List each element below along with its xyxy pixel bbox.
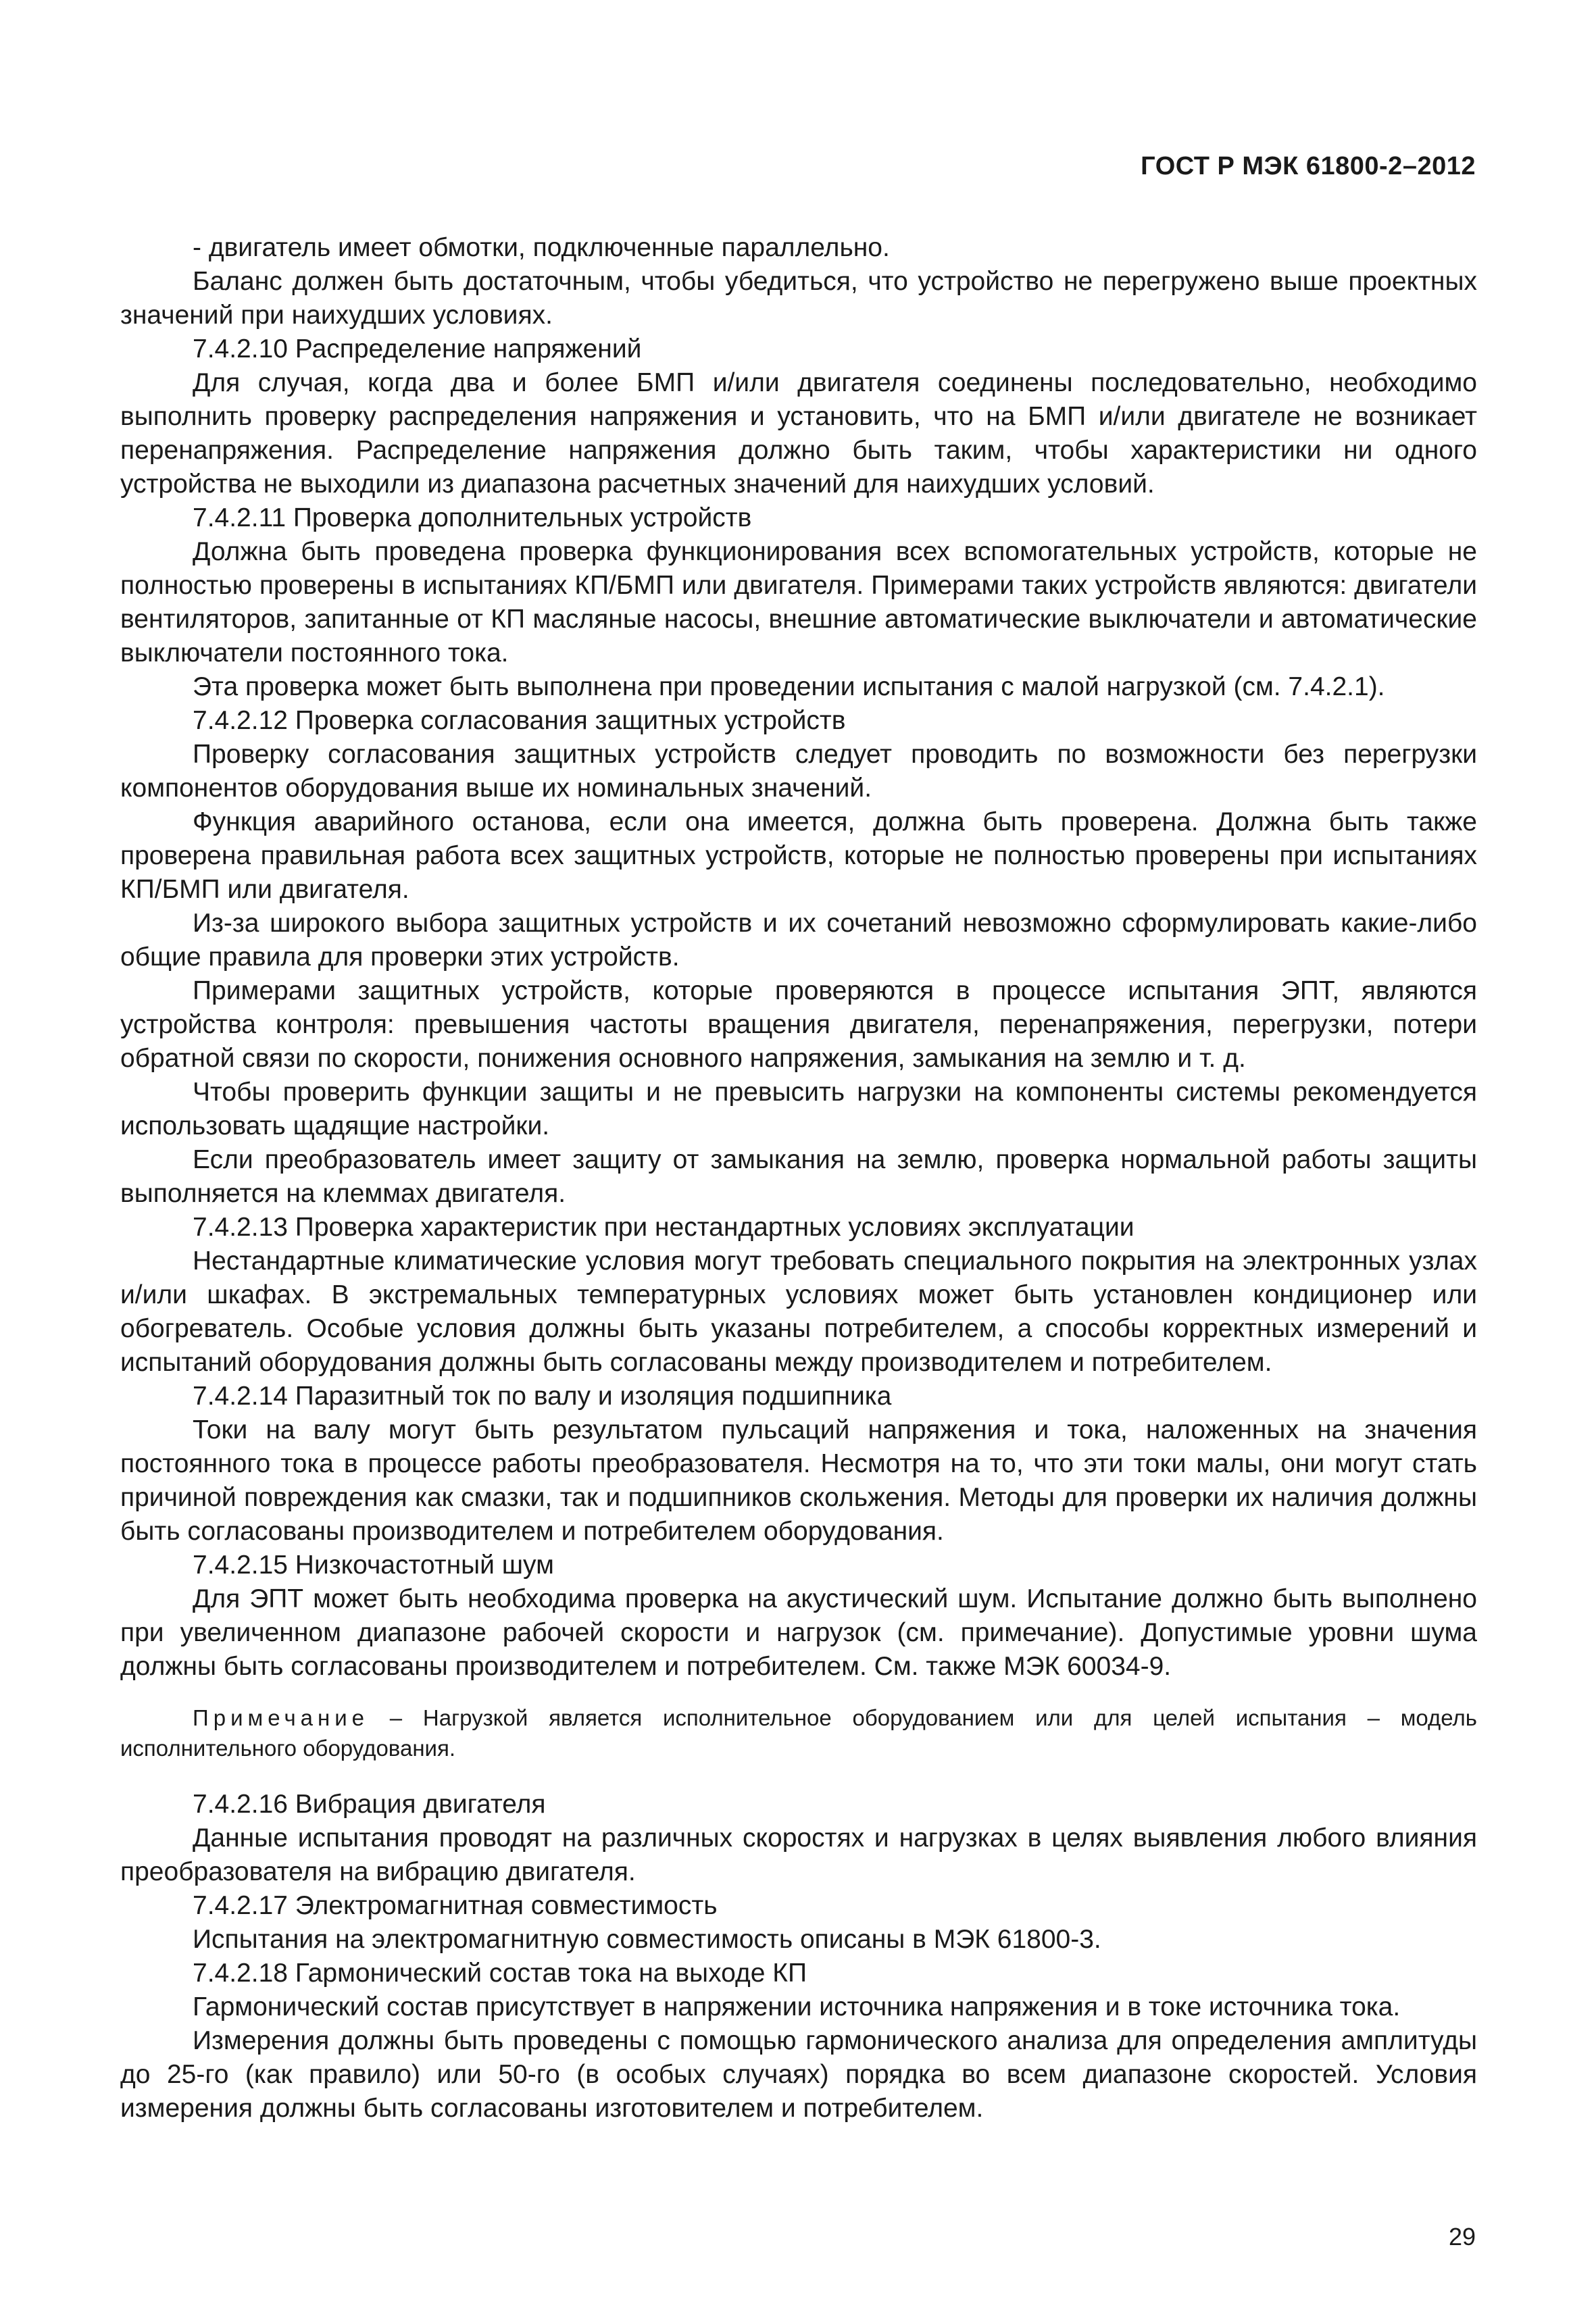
note-label: Примечание: [193, 1705, 370, 1730]
section-heading: 7.4.2.14 Паразитный ток по валу и изоляция подшипника: [193, 1382, 892, 1411]
paragraph: Испытания на электромагнитную совместимость описаны в МЭК 61800-3.: [193, 1925, 1101, 1954]
paragraph: Чтобы проверить функции защиты и не превысить нагрузки на компоненты системы рекомендуется использовать щадящие настройки.: [120, 1078, 1477, 1140]
paragraph: Для ЭПТ может быть необходима проверка на акустический шум. Испытание должно быть выполнено при увеличенном диапазоне рабочей скорости и нагрузок (см. примечание). Допустимые уровни шума должны быть согласованы производителем и потребителем. См. также МЭК 60034-9.: [120, 1584, 1477, 1681]
section-heading: 7.4.2.16 Вибрация двигателя: [193, 1790, 546, 1819]
note: [120, 1703, 1477, 1763]
document-standard-header: ГОСТ Р МЭК 61800-2–2012: [1141, 152, 1476, 180]
paragraph: Гармонический состав присутствует в напряжении источника напряжения и в токе источника тока.: [193, 1992, 1401, 2021]
section-heading: 7.4.2.15 Низкочастотный шум: [193, 1551, 554, 1580]
paragraph: Нестандартные климатические условия могут требовать специального покрытия на электронных узлах и/или шкафах. В экстремальных температурных условиях может быть установлен кондиционер или обогреватель. Особые условия должны быть указаны потребителем, а способы корректных измерений и испытаний оборудования должны быть согласованы между производителем и потребителем.: [120, 1247, 1477, 1377]
paragraph: Данные испытания проводят на различных скоростях и нагрузках в целях выявления любого влияния преобразователя на вибрацию двигателя.: [120, 1823, 1477, 1886]
paragraph: Примерами защитных устройств, которые проверяются в процессе испытания ЭПТ, являются устройства контроля: превышения частоты вращения двигателя, перенапряжения, перегрузки, потери обратной связи по скорости, понижения основного напряжения, замыкания на землю и т. д.: [120, 976, 1477, 1073]
note-text: – Нагрузкой является исполнительное оборудованием или для целей испытания – модель исполнительного оборудования.: [120, 1705, 1477, 1761]
section-heading: 7.4.2.18 Гармонический состав тока на выходе КП: [193, 1959, 807, 1988]
section-heading: 7.4.2.10 Распределение напряжений: [193, 334, 642, 363]
page-body: [120, 231, 1477, 2126]
paragraph: Проверку согласования защитных устройств следует проводить по возможности без перегрузки компонентов оборудования выше их номинальных значений.: [120, 740, 1477, 803]
section-heading: 7.4.2.13 Проверка характеристик при нестандартных условиях эксплуатации: [193, 1213, 1134, 1242]
paragraph: Баланс должен быть достаточным, чтобы убедиться, что устройство не перегружено выше проектных значений при наихудших условиях.: [120, 267, 1477, 330]
paragraph: - двигатель имеет обмотки, подключенные параллельно.: [193, 233, 890, 262]
paragraph: Из-за широкого выбора защитных устройств и их сочетаний невозможно сформулировать какие-либо общие правила для проверки этих устройств.: [120, 909, 1477, 972]
paragraph: Функция аварийного останова, если она имеется, должна быть проверена. Должна быть также проверена правильная работа всех защитных устройств, которые не полностью проверены при испытаниях КП/БМП или двигателя.: [120, 807, 1477, 904]
paragraph: Измерения должны быть проведены с помощью гармонического анализа для определения амплитуды до 25-го (как правило) или 50-го (в особых случаях) порядка во всем диапазоне скоростей. Условия измерения должны быть согласованы изготовителем и потребителем.: [120, 2026, 1477, 2123]
paragraph: Токи на валу могут быть результатом пульсаций напряжения и тока, наложенных на значения постоянного тока в процессе работы преобразователя. Несмотря на то, что эти токи малы, они могут стать причиной повреждения как смазки, так и подшипников скольжения. Методы для проверки их наличия должны быть согласованы производителем и потребителем оборудования.: [120, 1415, 1477, 1546]
page-number: 29: [1448, 2223, 1476, 2250]
section-heading: 7.4.2.12 Проверка согласования защитных устройств: [193, 706, 846, 735]
section-heading: 7.4.2.17 Электромагнитная совместимость: [193, 1891, 718, 1920]
paragraph: Если преобразователь имеет защиту от замыкания на землю, проверка нормальной работы защиты выполняется на клеммах двигателя.: [120, 1145, 1477, 1208]
paragraph: Эта проверка может быть выполнена при проведении испытания с малой нагрузкой (см. 7.4.2.1).: [193, 672, 1385, 701]
paragraph: Должна быть проведена проверка функционирования всех вспомогательных устройств, которые не полностью проверены в испытаниях КП/БМП или двигателя. Примерами таких устройств являются: двигатели вентиляторов, запитанные от КП масляные насосы, внешние автоматические выключатели и автоматические выключатели постоянного тока.: [120, 537, 1477, 668]
paragraph: Для случая, когда два и более БМП и/или двигателя соединены последовательно, необходимо выполнить проверку распределения напряжения и установить, что на БМП и/или двигателе не возникает перенапряжения. Распределение напряжения должно быть таким, чтобы характеристики ни одного устройства не выходили из диапазона расчетных значений для наихудших условий.: [120, 368, 1477, 499]
section-heading: 7.4.2.11 Проверка дополнительных устройств: [193, 503, 752, 532]
